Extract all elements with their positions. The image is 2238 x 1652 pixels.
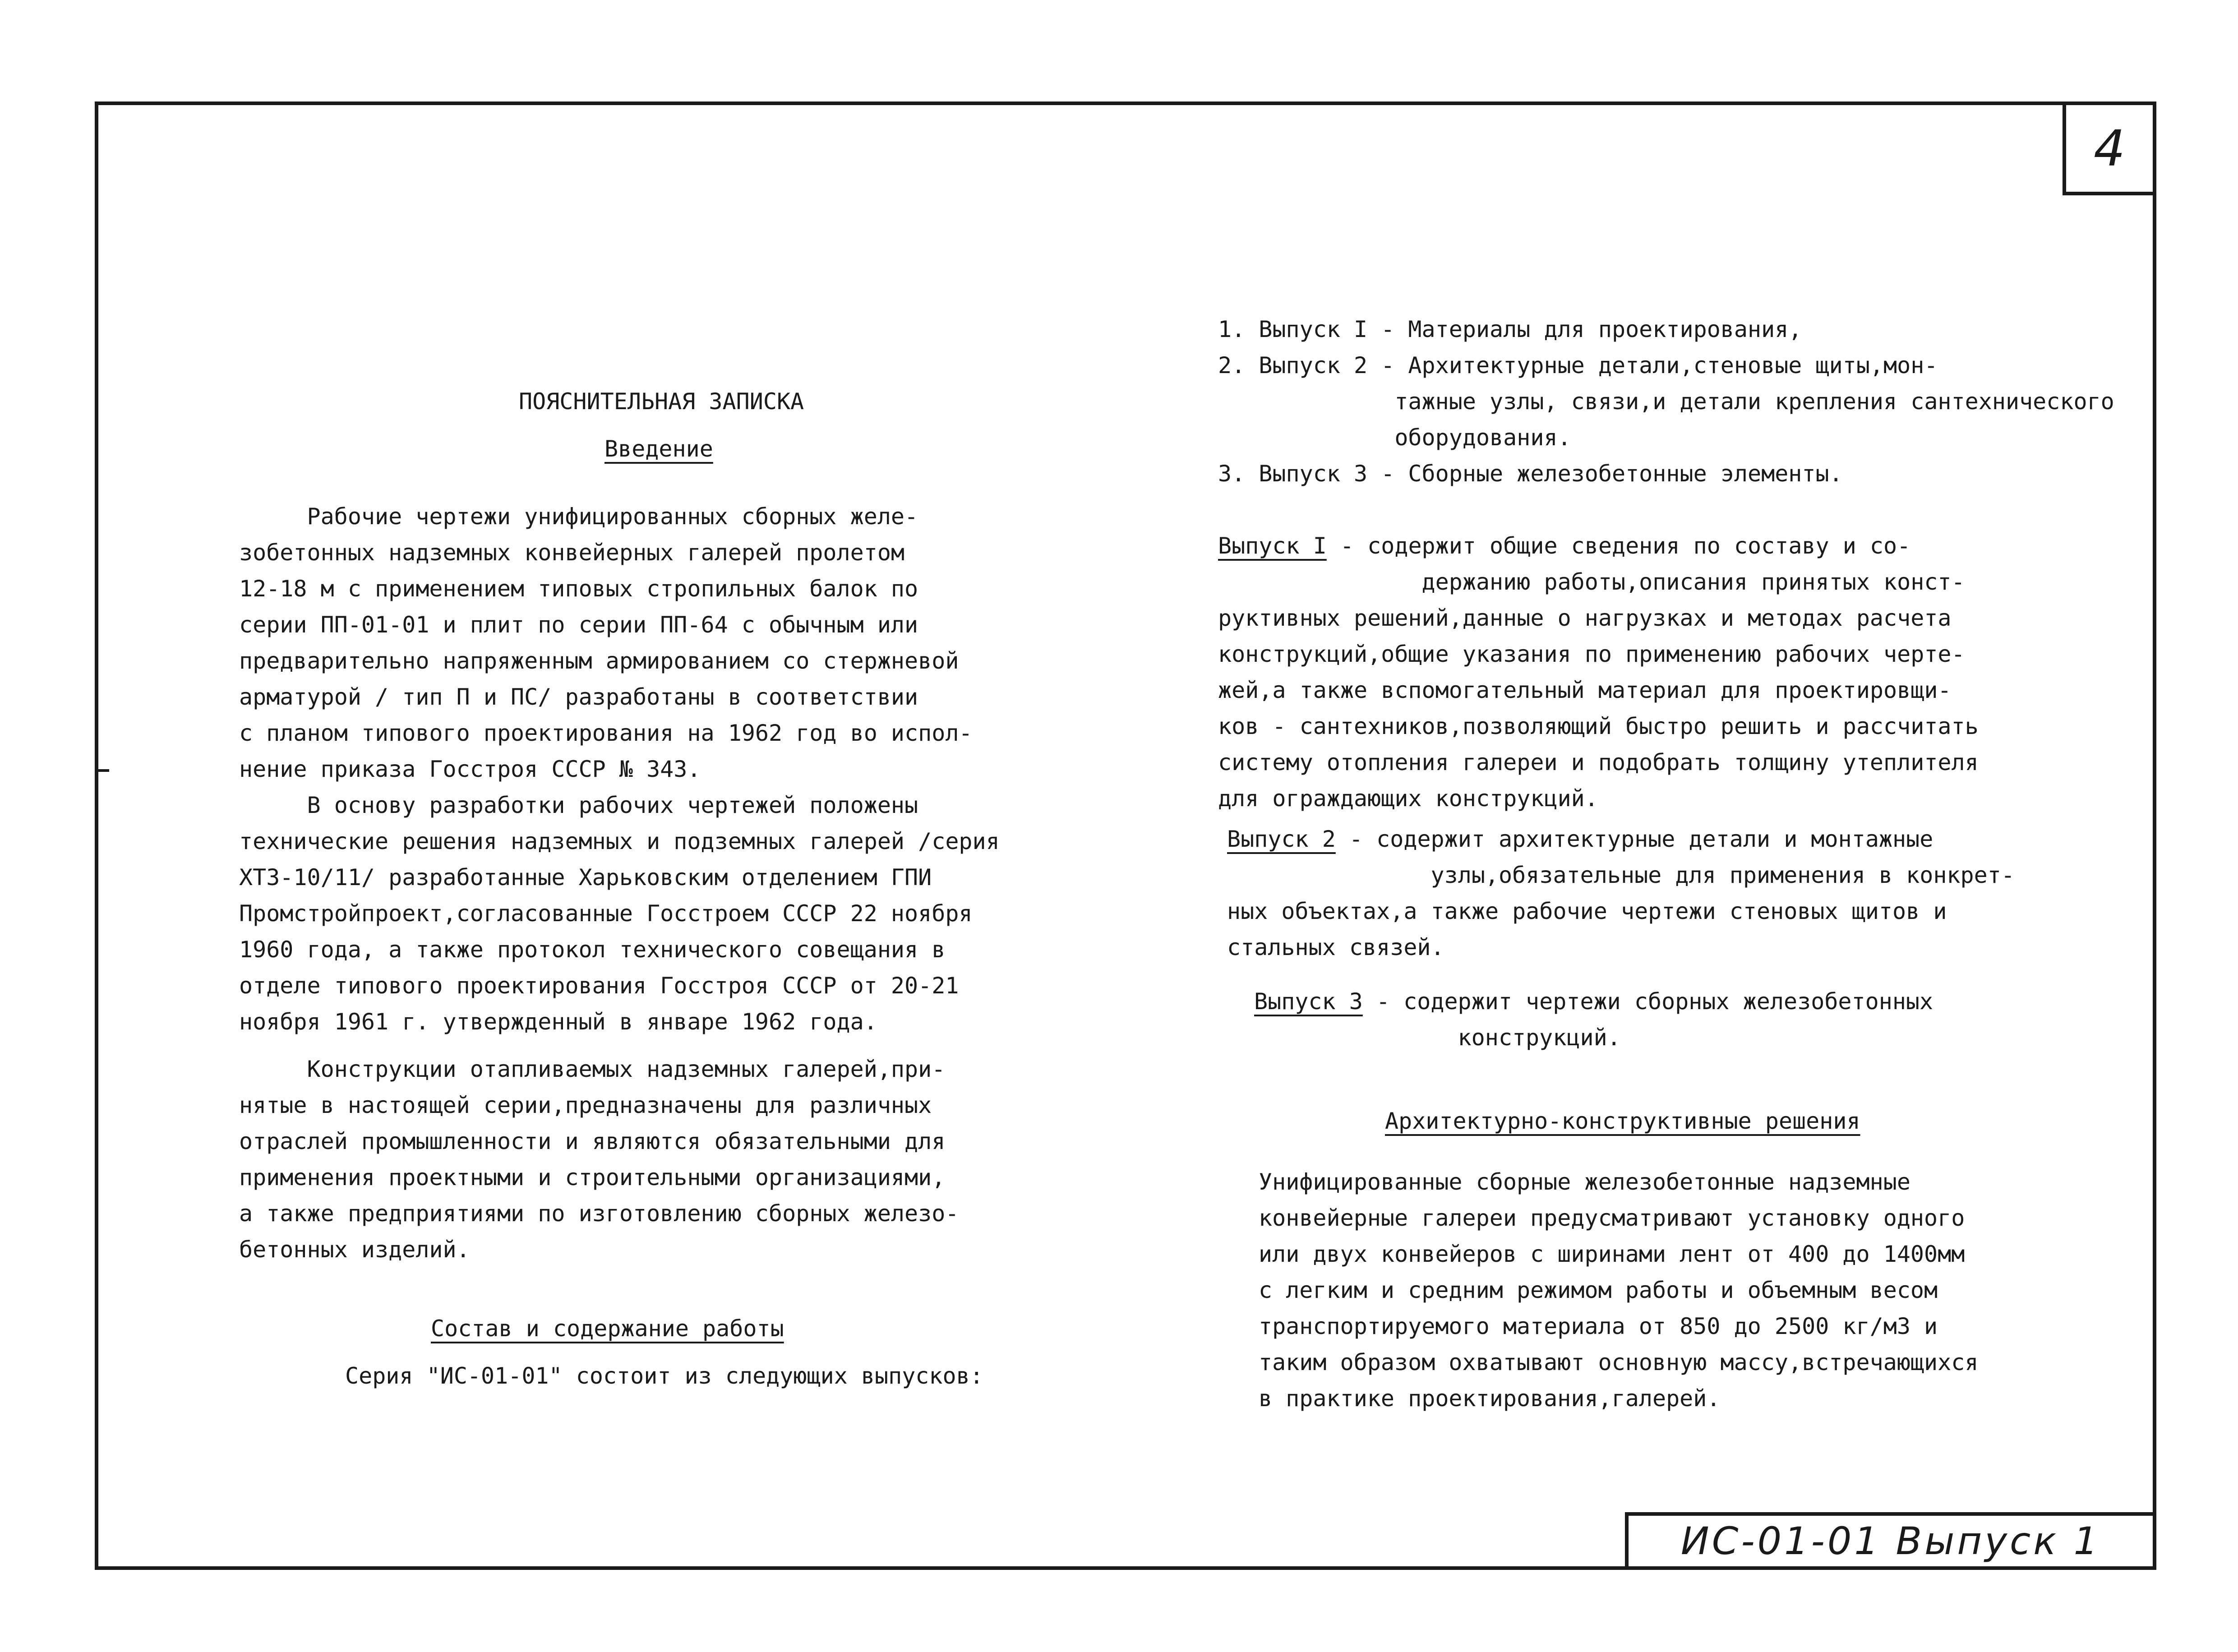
text-line: ков - сантехников,позволяющий быстро решить и рассчитать — [1218, 713, 1979, 739]
text-line: жей,а также вспомогательный материал для проектировщи- — [1218, 677, 1952, 703]
list-item: тажные узлы, связи,и детали крепления сантехнического — [1218, 388, 2114, 415]
text-line: держанию работы,описания принятых конст- — [1218, 569, 1965, 595]
arch-heading: Архитектурно-конструктивные решения — [1385, 1108, 1860, 1134]
text-line: с легким и средним режимом работы и объемным весом — [1259, 1277, 1938, 1303]
issue-2-description — [1227, 821, 2015, 965]
text-line: систему отопления галереи и подобрать толщину утеплителя — [1218, 749, 1979, 775]
text-line: предварительно напряженным армированием со стержневой — [239, 648, 959, 674]
text-line: 1960 года, а также протокол технического совещания в — [239, 937, 946, 963]
arch-paragraph — [1259, 1164, 1978, 1417]
text-line: с планом типового проектирования на 1962 год во испол- — [239, 720, 973, 746]
margin-tick — [96, 769, 109, 772]
list-item: 3. Выпуск 3 - Сборные железобетонные элементы. — [1218, 461, 1843, 487]
text-line: ных объектах,а также рабочие чертежи стеновых щитов и — [1227, 898, 1947, 924]
text-line: конвейерные галереи предусматривают установку одного — [1259, 1205, 1965, 1231]
text-line: отделе типового проектирования Госстроя СССР от 20-21 — [239, 973, 959, 999]
issue-1-description — [1218, 528, 1979, 817]
text-line: транспортируемого материала от 850 до 2500 кг/м3 и — [1259, 1313, 1938, 1339]
text-line: 12-18 м с применением типовых стропильных балок по — [239, 576, 918, 602]
intro-paragraph-3 — [239, 1051, 959, 1268]
text-line: применения проектными и строительными организациями, — [239, 1164, 946, 1191]
issue-3-description — [1254, 983, 1933, 1056]
title-stamp: ИС-01-01 Выпуск 1 — [1625, 1512, 2153, 1566]
text-line: конструкций,общие указания по применению рабочих черте- — [1218, 641, 1965, 667]
text-line: стальных связей. — [1227, 934, 1444, 960]
text-line: Унифицированные сборные железобетонные надземные — [1259, 1169, 1910, 1195]
intro-paragraph-2 — [239, 787, 1000, 1040]
text-line: арматурой / тип П и ПС/ разработаны в соответствии — [239, 684, 918, 710]
text-line: Конструкции отапливаемых надземных галерей,при- — [239, 1056, 946, 1082]
text-line: ХТЗ-10/11/ разработанные Харьковским отделением ГПИ — [239, 864, 932, 891]
text-line: - содержит архитектурные детали и монтажные — [1335, 826, 1933, 852]
text-line: а также предприятиями по изготовлению сборных железо- — [239, 1200, 959, 1227]
text-line: конструкций. — [1254, 1024, 1621, 1051]
issue-3-label: Выпуск 3 — [1254, 988, 1363, 1015]
text-line: В основу разработки рабочих чертежей положены — [239, 792, 918, 818]
issue-2-label: Выпуск 2 — [1227, 826, 1336, 852]
series-line: Серия "ИС-01-01" состоит из следующих выпусков: — [345, 1363, 983, 1389]
text-line: ноября 1961 г. утвержденный в январе 1962 года. — [239, 1009, 877, 1035]
intro-heading: Введение — [604, 436, 713, 462]
issues-list — [1218, 311, 2114, 492]
composition-heading: Состав и содержание работы — [431, 1315, 784, 1342]
text-line: зобетонных надземных конвейерных галерей пролетом — [239, 540, 905, 566]
text-line: Рабочие чертежи унифицированных сборных желе- — [239, 503, 918, 530]
text-line: для ограждающих конструкций. — [1218, 785, 1598, 812]
text-line: таким образом охватывают основную массу,встречающихся — [1259, 1349, 1979, 1375]
text-line: технические решения надземных и подземных галерей /серия — [239, 828, 1000, 854]
list-item: 2. Выпуск 2 - Архитектурные детали,стеновые щиты,мон- — [1218, 352, 1938, 378]
text-line: узлы,обязательные для применения в конкрет- — [1227, 862, 2015, 888]
text-line: Промстройпроект,согласованные Госстроем СССР 22 ноября — [239, 900, 973, 927]
text-line: - содержит общие сведения по составу и со- — [1326, 533, 1911, 559]
intro-paragraph-1 — [239, 498, 973, 787]
page-number: 4 — [2063, 105, 2153, 195]
text-line: в практике проектирования,галерей. — [1259, 1385, 1721, 1412]
text-line: или двух конвейеров с ширинами лент от 400 до 1400мм — [1259, 1241, 1965, 1267]
issue-1-label: Выпуск I — [1218, 533, 1327, 559]
text-line: нение приказа Госстроя СССР № 343. — [239, 756, 701, 782]
text-line: - содержит чертежи сборных железобетонных — [1362, 988, 1933, 1015]
list-item: оборудования. — [1218, 425, 1571, 451]
text-line: бетонных изделий. — [239, 1237, 470, 1263]
text-line: нятые в настоящей серии,предназначены для различных — [239, 1092, 932, 1118]
list-item: 1. Выпуск I - Материалы для проектирования, — [1218, 316, 1802, 342]
text-line: отраслей промышленности и являются обязательными для — [239, 1128, 946, 1154]
text-line: руктивных решений,данные о нагрузках и методах расчета — [1218, 605, 1952, 631]
text-line: серии ПП-01-01 и плит по серии ПП-64 с обычным или — [239, 612, 918, 638]
document-title: ПОЯСНИТЕЛЬНАЯ ЗАПИСКА — [519, 388, 804, 415]
